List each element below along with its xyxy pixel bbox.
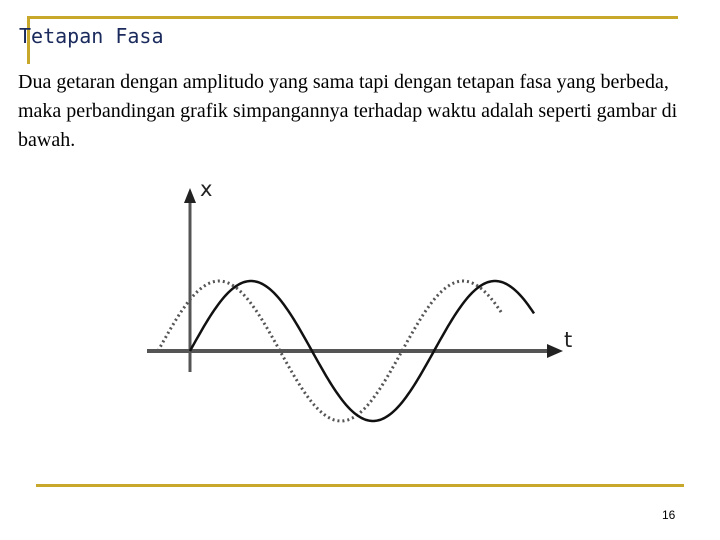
- bottom-rule: [36, 484, 684, 487]
- slide-paragraph: Dua getaran dengan amplitudo yang sama tapi dengan tetapan fasa yang berbeda, maka perbandingan grafik simpangannya terhadap waktu adalah seperti gambar di bawah.: [18, 71, 678, 151]
- page-number: 16: [662, 508, 676, 522]
- y-axis-label: x: [200, 177, 213, 201]
- slide-title: Tetapan Fasa: [19, 24, 164, 48]
- x-axis: [147, 344, 563, 358]
- x-axis-arrowhead: [547, 344, 563, 358]
- y-axis-arrowhead: [184, 188, 196, 203]
- x-axis-label: t: [564, 328, 573, 352]
